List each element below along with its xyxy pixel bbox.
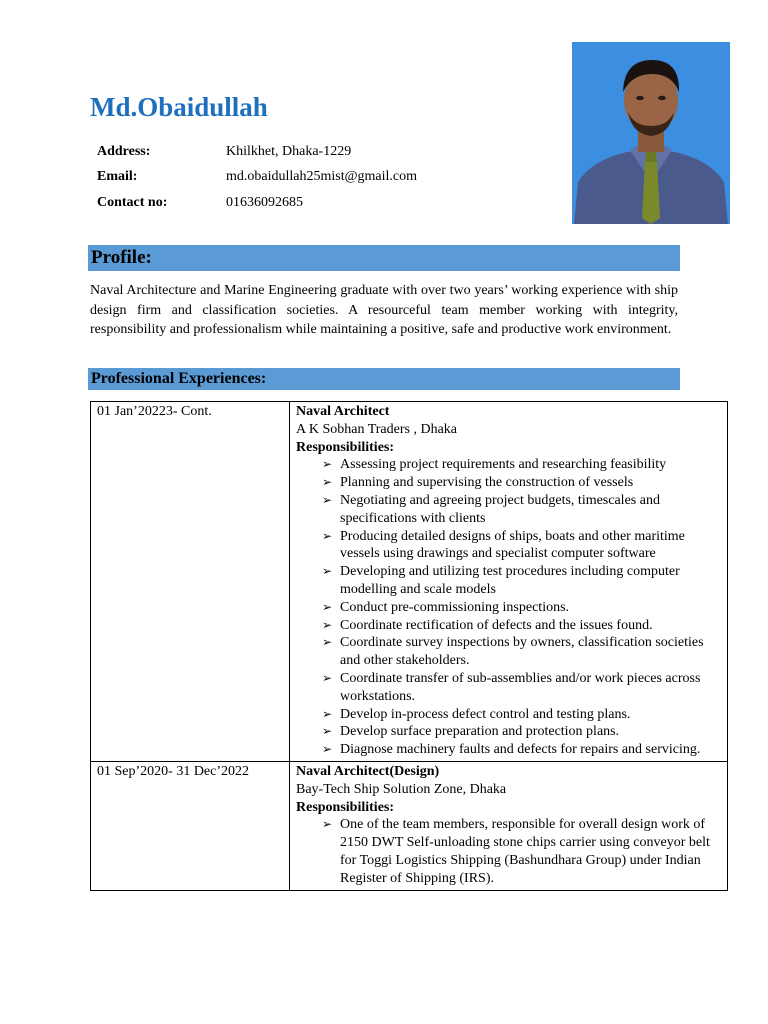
responsibility-text: Coordinate rectification of defects and the issues found.	[340, 617, 653, 633]
email-label: Email:	[97, 169, 138, 185]
responsibility-text: Planning and supervising the construction of vessels	[340, 475, 634, 491]
address-value: Khilkhet, Dhaka-1229	[226, 143, 352, 159]
phone-value: 01636092685	[226, 194, 303, 210]
responsibility-item	[322, 474, 721, 492]
responsibility-item	[322, 706, 721, 724]
contact-email-row	[97, 165, 417, 191]
profile-photo	[572, 42, 730, 224]
experience-date: 01 Sep’2020- 31 Dec’2022	[91, 761, 290, 890]
experience-heading: Professional Experiences:	[88, 368, 680, 390]
arrow-bullet-icon: ➢	[322, 475, 333, 490]
contact-phone-row	[97, 190, 417, 216]
experience-row	[91, 761, 728, 890]
responsibility-item	[322, 492, 721, 528]
responsibility-text: Conduct pre-commissioning inspections.	[340, 599, 570, 615]
responsibility-list	[296, 816, 721, 887]
company-name: Bay-Tech Ship Solution Zone, Dhaka	[296, 781, 507, 797]
responsibility-text: One of the team members, responsible for overall design work of 2150 DWT Self-unloading stone chips carrier using conveyor belt for Toggi Logistics Shipping (Bashundhara Group) under Indian Register of Shipping (IRS).	[340, 817, 710, 886]
responsibility-item	[322, 723, 721, 741]
email-value: md.obaidullah25mist@gmail.com	[226, 169, 417, 185]
responsibility-item	[322, 563, 721, 599]
responsibility-text: Develop surface preparation and protection plans.	[340, 724, 620, 740]
responsibilities-label: Responsibilities:	[296, 799, 395, 815]
experience-date: 01 Jan’20223- Cont.	[91, 402, 290, 762]
experience-row	[91, 402, 728, 762]
portrait-illustration	[572, 42, 730, 224]
job-title: Naval Architect	[296, 404, 390, 419]
responsibility-list	[296, 456, 721, 759]
address-label: Address:	[97, 143, 151, 159]
job-title: Naval Architect(Design)	[296, 763, 440, 779]
responsibility-item	[322, 670, 721, 706]
responsibility-text: Diagnose machinery faults and defects for repairs and servicing.	[340, 742, 701, 758]
arrow-bullet-icon: ➢	[322, 706, 333, 721]
candidate-name: Md.Obaidullah	[90, 92, 268, 122]
experience-details	[290, 761, 728, 890]
arrow-bullet-icon: ➢	[322, 742, 333, 757]
phone-label: Contact no:	[97, 194, 168, 210]
responsibility-text: Negotiating and agreeing project budgets, timescales and specifications with clients	[340, 492, 660, 526]
arrow-bullet-icon: ➢	[322, 617, 333, 632]
arrow-bullet-icon: ➢	[322, 635, 333, 650]
contact-address-row	[97, 139, 417, 165]
responsibility-text: Assessing project requirements and researching feasibility	[340, 457, 667, 473]
responsibility-item	[322, 456, 721, 474]
profile-summary: Naval Architecture and Marine Engineering graduate with over two years’ working experience with ship design firm and classification societies. A resourceful team member working with integrity, responsibility and professionalism while maintaining a positive, safe and productive work environment.	[90, 283, 678, 337]
arrow-bullet-icon: ➢	[322, 599, 333, 614]
responsibility-text: Developing and utilizing test procedures including computer modelling and scale models	[340, 564, 680, 597]
responsibility-text: Coordinate transfer of sub-assemblies and/or work pieces across workstations.	[340, 670, 701, 704]
contact-block	[97, 139, 417, 216]
responsibility-text: Producing detailed designs of ships, boats and other maritime vessels using drawings and specialist computer software	[340, 528, 685, 562]
responsibility-text: Develop in-process defect control and testing plans.	[340, 706, 631, 722]
arrow-bullet-icon: ➢	[322, 492, 333, 507]
responsibility-text: Coordinate survey inspections by owners, classification societies and other stakeholders.	[340, 635, 704, 669]
arrow-bullet-icon: ➢	[322, 670, 333, 685]
arrow-bullet-icon: ➢	[322, 564, 333, 579]
responsibility-item	[322, 617, 721, 635]
experience-table	[90, 401, 728, 891]
arrow-bullet-icon: ➢	[322, 724, 333, 739]
responsibility-item	[322, 741, 721, 759]
arrow-bullet-icon: ➢	[322, 817, 333, 832]
responsibility-item	[322, 528, 721, 564]
experience-details	[290, 402, 728, 762]
arrow-bullet-icon: ➢	[322, 528, 333, 543]
profile-heading: Profile:	[88, 245, 680, 271]
responsibilities-label: Responsibilities:	[296, 439, 395, 455]
company-name: A K Sobhan Traders , Dhaka	[296, 421, 457, 437]
responsibility-item	[322, 634, 721, 670]
arrow-bullet-icon: ➢	[322, 457, 333, 472]
responsibility-item	[322, 816, 721, 887]
responsibility-item	[322, 599, 721, 617]
